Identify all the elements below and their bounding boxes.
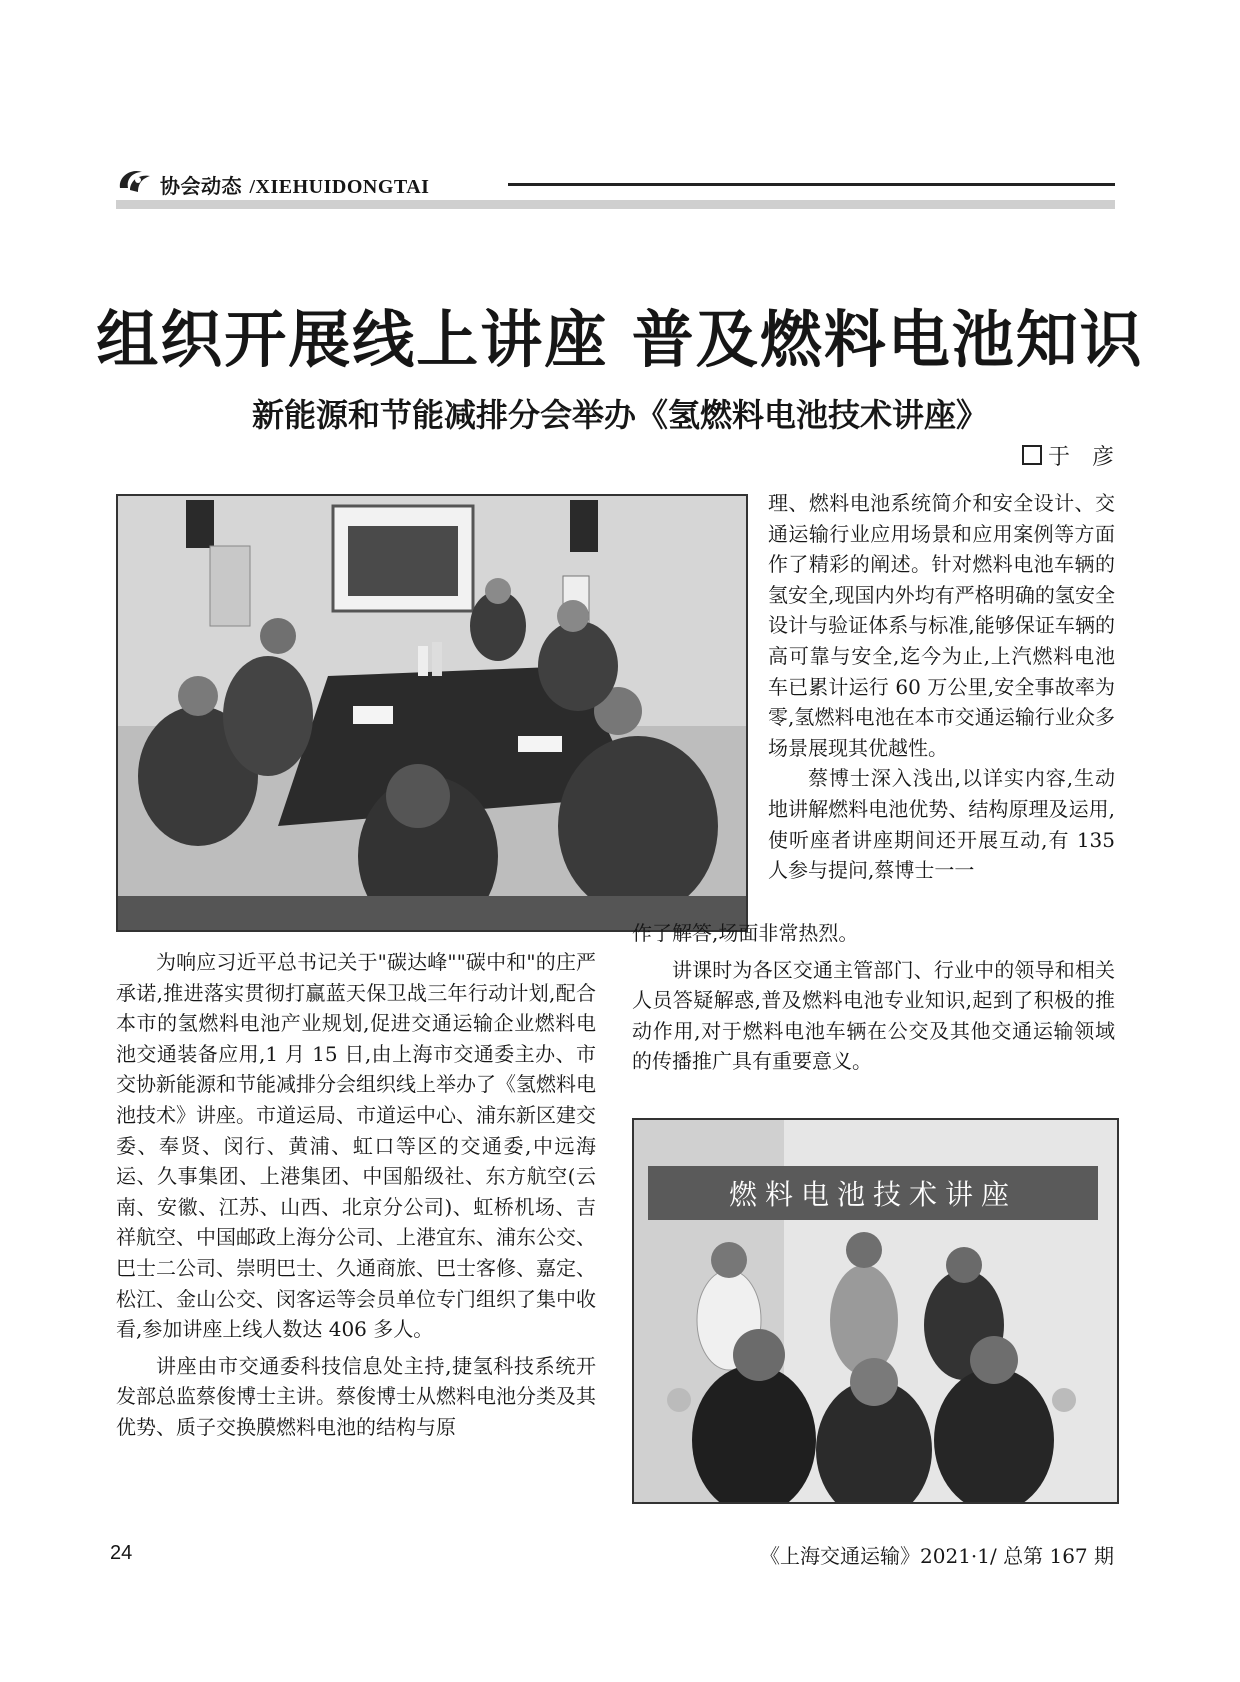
section-header <box>160 170 429 199</box>
meeting-room-photo <box>116 494 748 932</box>
association-logo-icon <box>116 166 154 196</box>
paragraph: 理、燃料电池系统简介和安全设计、交通运输行业应用场景和应用案例等方面作了精彩的阐述。针对燃料电池车辆的氢安全,现国内外均有严格明确的氢安全设计与验证体系与标准,能够保证车辆的高可靠与安全,迄今为止,上汽燃料电池车已累计运行 60 万公里,安全事故率为零,氢燃料电池在本市交通运输行业众多场景展现其优越性。 <box>768 491 1115 760</box>
article-title: 组织开展线上讲座 普及燃料电池知识 <box>96 303 1144 376</box>
paragraph: 讲课时为各区交通主管部门、行业中的领导和相关人员答疑解惑,普及燃料电池专业知识,起到了积极的推动作用,对于燃料电池车辆在公交及其他交通运输领域的传播推广具有重要意义。 <box>632 957 1115 1074</box>
article-body-left <box>116 947 596 1443</box>
paragraph: 讲座由市交通委科技信息处主持,捷氢科技系统开发部总监蔡俊博士主讲。蔡俊博士从燃料电池分类及其优势、质子交换膜燃料电池的结构与原 <box>116 1353 596 1439</box>
header-gray-bar <box>116 200 1115 209</box>
author-box-icon <box>1022 445 1042 465</box>
article-body-right-top <box>768 488 1115 886</box>
page-number: 24 <box>110 1542 133 1564</box>
article-subtitle: 新能源和节能减排分会举办《氢燃料电池技术讲座》 <box>251 396 988 434</box>
header-rule <box>508 183 1115 186</box>
banner-text: 燃料电池技术讲座 <box>728 1178 1018 1211</box>
article-body-right-bottom <box>632 918 1115 1077</box>
section-name-en: /XIEHUIDONGTAI <box>249 176 430 198</box>
paragraph: 作了解答,场面非常热烈。 <box>632 921 859 945</box>
author-line <box>1022 440 1114 471</box>
section-name-cn: 协会动态 <box>160 174 242 198</box>
group-photo <box>632 1118 1119 1504</box>
paragraph: 为响应习近平总书记关于"碳达峰""碳中和"的庄严承诺,推进落实贯彻打赢蓝天保卫战三年行动计划,配合本市的氢燃料电池产业规划,促进交通运输企业燃料电池交通装备应用,1 月 15 日,由上海市交通委主办、市交协新能源和节能减排分会组织线上举办了《氢燃料电池技术》讲座。市道运局、市道运中心、浦东新区建交委、奉贤、闵行、黄浦、虹口等区的交通委,中远海运、久事集团、上港集团、中国船级社、东方航空(云南、安徽、江苏、山西、北京分公司)、虹桥机场、吉祥航空、中国邮政上海分公司、上港宜东、浦东公交、巴士二公司、崇明巴士、久通商旅、巴士客修、嘉定、松江、金山公交、闵客运等会员单位专门组织了集中收看,参加讲座上线人数达 406 多人。 <box>116 950 596 1342</box>
journal-citation: 《上海交通运输》2021·1/ 总第 167 期 <box>760 1544 1114 1568</box>
author-name: 于 彦 <box>1047 445 1114 470</box>
paragraph: 蔡博士深入浅出,以详实内容,生动地讲解燃料电池优势、结构原理及运用,使听座者讲座期间还开展互动,有 135 人参与提问,蔡博士一一 <box>768 766 1115 883</box>
